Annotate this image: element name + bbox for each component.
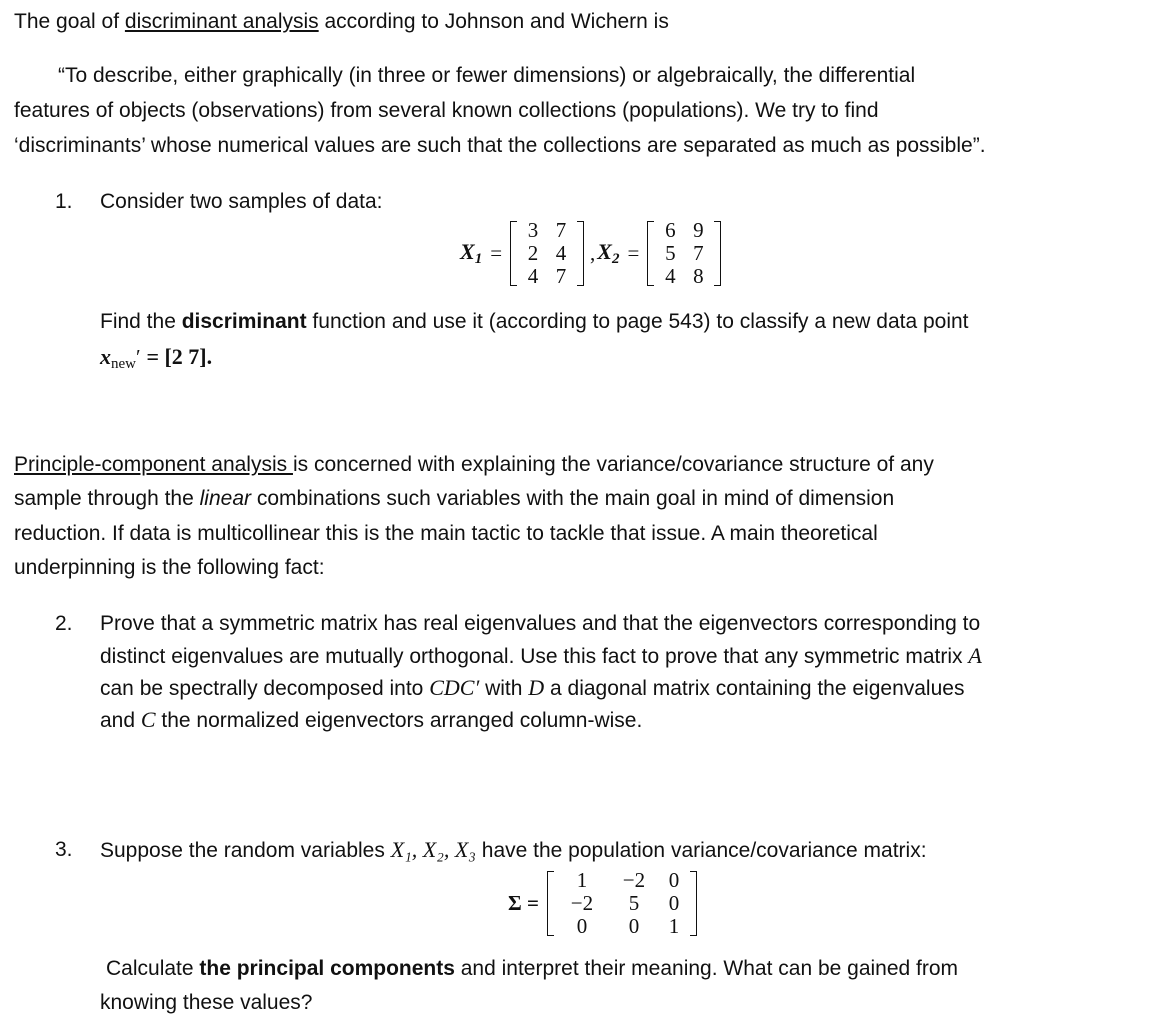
- q2-var-cdc: CDC′: [429, 675, 480, 700]
- pca-line-2-post: combinations such variables with the main goal in mind of dimension: [251, 487, 895, 510]
- matrix-cell: 9: [693, 218, 704, 242]
- q3-lead-pre: Suppose the random variables: [100, 839, 391, 862]
- q2-line-1: Prove that a symmetric matrix has real eigenvalues and that the eigenvectors corresponding to: [100, 612, 981, 635]
- sigma-label: Σ =: [508, 890, 539, 915]
- matrix-cell: 0: [668, 891, 680, 915]
- q2-line-3-mid: with: [479, 677, 529, 700]
- matrix-x2: [647, 219, 721, 288]
- matrix-x1-row: [519, 265, 575, 288]
- quote-line-3: ‘discriminants’ whose numerical values are such that the collections are separated as much as possible”.: [14, 134, 986, 157]
- q3-sigma-matrix: [508, 869, 697, 938]
- q1-find-post: function and use it (according to page 543) to classify a new data point: [306, 310, 969, 333]
- q3-calc-post: and interpret their meaning. What can be gained from: [454, 957, 959, 980]
- q1-number: 1.: [55, 190, 73, 213]
- q1-xnew-line: [100, 343, 1140, 375]
- q2-line-4: [100, 706, 1140, 735]
- matrix-x1: [510, 219, 584, 288]
- matrix-x1-row: [519, 219, 575, 242]
- q2-line-3: [100, 674, 1140, 703]
- matrix-cell: 6: [665, 218, 676, 242]
- q1-lead: Consider two samples of data:: [100, 190, 383, 213]
- q2-line-3-post: a diagonal matrix containing the eigenvalues: [544, 677, 965, 700]
- xnew-value: = [2 7].: [146, 344, 213, 369]
- q2-var-c: C: [140, 707, 156, 732]
- x1-label: $X_1$: [460, 238, 483, 267]
- matrix-cell: 5: [628, 891, 640, 915]
- quote-line-1: “To describe, either graphically (in three or fewer dimensions) or algebraically, the differential: [58, 64, 916, 87]
- matrix-cell: 1: [668, 914, 680, 938]
- q2-line-2-pre: distinct eigenvalues are mutually orthogonal. Use this fact to prove that any symmetric matrix: [100, 645, 969, 668]
- matrix-x1-row: [519, 242, 575, 265]
- pca-line-2: [14, 485, 1139, 512]
- x2-equals: =: [627, 240, 640, 265]
- xnew-label: $x_{new}$: [100, 344, 136, 372]
- x1-equals: =: [490, 240, 503, 265]
- xnew-prime: ′: [136, 345, 141, 369]
- matrix-x2-row: [656, 265, 712, 288]
- matrix-cell: 8: [693, 264, 704, 288]
- q3-lead: [100, 836, 1140, 865]
- q2-number: 2.: [55, 612, 73, 635]
- matrix-sigma-row: [556, 915, 688, 938]
- pca-line-4: underpinning is the following fact:: [14, 556, 325, 579]
- pca-link[interactable]: Principle-component analysis: [14, 453, 293, 476]
- intro-suffix: according to Johnson and Wichern is: [318, 10, 669, 33]
- q1-find-bold: discriminant: [181, 310, 307, 333]
- pca-line-2-pre: sample through the: [14, 487, 200, 510]
- matrix-cell: 0: [668, 868, 680, 892]
- matrix-cell: 7: [693, 241, 704, 265]
- q3-calc-pre: Calculate: [106, 957, 200, 980]
- q1-find-line: [100, 308, 1140, 335]
- x2-label: $X_2$: [597, 238, 620, 267]
- q3-line-2: knowing these values?: [100, 991, 313, 1014]
- intro-line: [14, 8, 1139, 35]
- matrix-cell: −2: [622, 868, 646, 892]
- discriminant-analysis-link[interactable]: discriminant analysis: [124, 10, 319, 33]
- matrix-comma: ,: [590, 240, 596, 265]
- q3-calc-bold: the principal components: [199, 957, 455, 980]
- matrix-sigma-row: [556, 892, 688, 915]
- matrix-cell: 2: [527, 241, 539, 265]
- q2-line-2: [100, 642, 1140, 671]
- q3-calc-line: [106, 955, 1146, 982]
- q3-lead-post: have the population variance/covariance matrix:: [475, 839, 927, 862]
- matrix-sigma-row: [556, 869, 688, 892]
- q2-line-4-post: the normalized eigenvectors arranged column-wise.: [155, 709, 643, 732]
- matrix-cell: 4: [527, 264, 539, 288]
- q2-line-3-pre: can be spectrally decomposed into: [100, 677, 430, 700]
- quote-line-2: features of objects (observations) from several known collections (populations). We try to find: [14, 99, 879, 122]
- matrix-cell: 3: [527, 218, 539, 242]
- q1-matrices: [460, 219, 721, 288]
- pca-line-3: reduction. If data is multicollinear this is the main tactic to tackle that issue. A main theoretical: [14, 522, 878, 545]
- pca-line-1: [14, 451, 1139, 478]
- matrix-cell: 1: [576, 868, 588, 892]
- matrix-x2-row: [656, 242, 712, 265]
- q3-number: 3.: [55, 838, 73, 861]
- matrix-sigma: [547, 869, 697, 938]
- matrix-cell: −2: [570, 891, 594, 915]
- matrix-cell: 7: [555, 264, 567, 288]
- matrix-cell: 4: [555, 241, 567, 265]
- matrix-x2-row: [656, 219, 712, 242]
- intro-prefix: The goal of: [14, 10, 125, 33]
- matrix-cell: 0: [628, 914, 640, 938]
- matrix-cell: 5: [665, 241, 676, 265]
- matrix-cell: 0: [576, 914, 588, 938]
- pca-line-1-rest: is concerned with explaining the variance/covariance structure of any: [292, 453, 934, 476]
- matrix-cell: 7: [555, 218, 567, 242]
- q3-vars: X₁, X₂, X₃: [390, 837, 476, 862]
- q2-var-d: D: [528, 675, 545, 700]
- q2-line-4-pre: and: [100, 709, 141, 732]
- matrix-cell: 4: [665, 264, 676, 288]
- q2-var-a: A: [968, 643, 982, 668]
- pca-line-2-italic: linear: [199, 487, 251, 510]
- q1-find-pre: Find the: [100, 310, 182, 333]
